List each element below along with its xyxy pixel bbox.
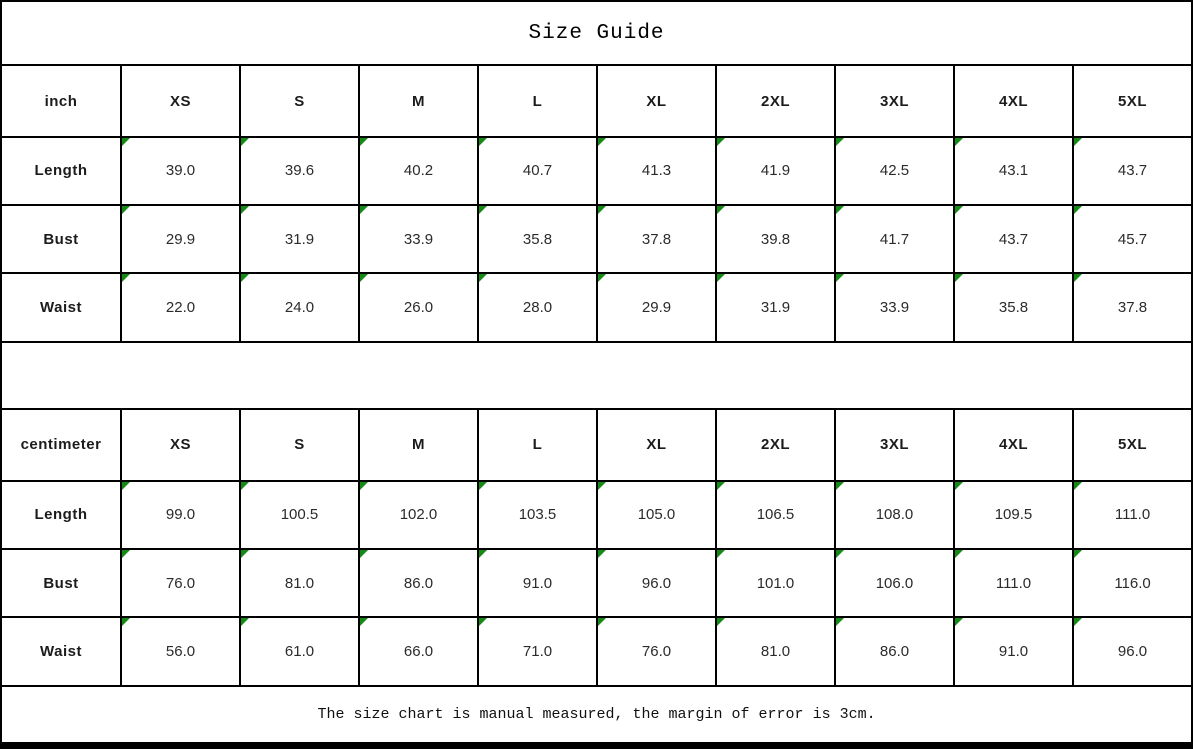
size-value: 86.0: [879, 642, 910, 660]
green-triangle-icon: [598, 618, 606, 626]
green-triangle-icon: [598, 274, 606, 282]
row-label-waist: Waist: [1, 273, 121, 341]
row-label-length: Length: [1, 137, 121, 205]
green-triangle-icon: [479, 482, 487, 490]
size-header-3xl: 3XL: [835, 65, 954, 136]
size-value: 29.9: [641, 299, 672, 317]
size-value-cell: [121, 273, 240, 341]
size-value: 109.5: [994, 506, 1033, 524]
size-value: 28.0: [522, 299, 553, 317]
size-header-l: L: [478, 65, 597, 136]
size-value-cell: [597, 137, 716, 205]
size-value-cell: [1073, 273, 1192, 341]
size-value: 100.5: [280, 506, 319, 524]
size-header-l: L: [478, 409, 597, 480]
size-value: 37.8: [1117, 299, 1148, 317]
cm-length-row: [1, 481, 1192, 549]
green-triangle-icon: [955, 618, 963, 626]
green-triangle-icon: [598, 206, 606, 214]
size-value-cell: [240, 137, 359, 205]
green-triangle-icon: [122, 482, 130, 490]
size-value: 24.0: [284, 299, 315, 317]
green-triangle-icon: [836, 482, 844, 490]
size-value-cell: [478, 617, 597, 685]
size-value: 37.8: [641, 230, 672, 248]
green-triangle-icon: [717, 274, 725, 282]
size-header-m: M: [359, 409, 478, 480]
green-triangle-icon: [1074, 618, 1082, 626]
green-triangle-icon: [1074, 274, 1082, 282]
green-triangle-icon: [955, 274, 963, 282]
size-value-cell: [478, 481, 597, 549]
size-value-cell: [478, 205, 597, 273]
size-value: 99.0: [165, 506, 196, 524]
inch-length-row: [1, 137, 1192, 205]
size-value: 76.0: [165, 574, 196, 592]
spacer-cell: [1, 342, 1192, 409]
green-triangle-icon: [717, 206, 725, 214]
size-header-s: S: [240, 409, 359, 480]
green-triangle-icon: [122, 274, 130, 282]
green-triangle-icon: [717, 618, 725, 626]
size-value: 116.0: [1114, 574, 1151, 592]
size-value-cell: [954, 481, 1073, 549]
size-value-cell: [954, 617, 1073, 685]
size-value-cell: [240, 549, 359, 617]
green-triangle-icon: [479, 206, 487, 214]
size-value: 31.9: [760, 299, 791, 317]
green-triangle-icon: [955, 550, 963, 558]
size-value-cell: [240, 481, 359, 549]
green-triangle-icon: [360, 138, 368, 146]
green-triangle-icon: [360, 482, 368, 490]
size-value-cell: [359, 137, 478, 205]
size-value-cell: [359, 617, 478, 685]
green-triangle-icon: [241, 618, 249, 626]
green-triangle-icon: [1074, 138, 1082, 146]
size-value-cell: [240, 617, 359, 685]
size-value: 42.5: [879, 162, 910, 180]
size-value: 106.0: [875, 574, 914, 592]
size-value: 40.2: [403, 162, 434, 180]
green-triangle-icon: [836, 206, 844, 214]
size-value-cell: [954, 205, 1073, 273]
size-value-cell: [835, 273, 954, 341]
size-header-xl: XL: [597, 409, 716, 480]
green-triangle-icon: [122, 550, 130, 558]
green-triangle-icon: [717, 482, 725, 490]
size-value-cell: [597, 481, 716, 549]
size-header-4xl: 4XL: [954, 409, 1073, 480]
size-value-cell: [1073, 205, 1192, 273]
size-value-cell: [716, 481, 835, 549]
unit-label-centimeter: centimeter: [1, 409, 121, 480]
size-value: 105.0: [637, 506, 676, 524]
size-value-cell: [240, 273, 359, 341]
size-value: 76.0: [641, 642, 672, 660]
size-value-cell: [716, 137, 835, 205]
size-value: 91.0: [998, 642, 1029, 660]
size-value-cell: [835, 205, 954, 273]
size-value-cell: [240, 205, 359, 273]
size-value-cell: [597, 617, 716, 685]
size-value: 33.9: [879, 299, 910, 317]
size-header-s: S: [240, 65, 359, 136]
size-value: 41.3: [641, 162, 672, 180]
size-value-cell: [597, 205, 716, 273]
size-value-cell: [954, 549, 1073, 617]
size-value-cell: [359, 549, 478, 617]
size-value: 56.0: [165, 642, 196, 660]
size-header-2xl: 2XL: [716, 65, 835, 136]
size-value: 26.0: [403, 299, 434, 317]
size-value-cell: [954, 273, 1073, 341]
size-value-cell: [478, 137, 597, 205]
green-triangle-icon: [955, 206, 963, 214]
size-value: 45.7: [1117, 230, 1148, 248]
green-triangle-icon: [360, 618, 368, 626]
size-value: 111.0: [1114, 506, 1151, 524]
size-header-4xl: 4XL: [954, 65, 1073, 136]
size-value: 39.0: [165, 162, 196, 180]
size-value-cell: [478, 273, 597, 341]
size-value: 81.0: [760, 642, 791, 660]
green-triangle-icon: [1074, 206, 1082, 214]
footer-row: [1, 686, 1192, 746]
page-title: Size Guide: [1, 1, 1192, 65]
row-label-waist: Waist: [1, 617, 121, 685]
green-triangle-icon: [836, 550, 844, 558]
size-value-cell: [121, 549, 240, 617]
size-value-cell: [716, 205, 835, 273]
size-value-cell: [835, 617, 954, 685]
size-value: 86.0: [403, 574, 434, 592]
size-value-cell: [597, 549, 716, 617]
size-value-cell: [121, 205, 240, 273]
green-triangle-icon: [1074, 550, 1082, 558]
size-value-cell: [716, 273, 835, 341]
green-triangle-icon: [122, 138, 130, 146]
size-header-xs: XS: [121, 409, 240, 480]
inch-waist-row: [1, 273, 1192, 341]
size-value: 35.8: [998, 299, 1029, 317]
size-value-cell: [835, 481, 954, 549]
size-value-cell: [716, 549, 835, 617]
size-value-cell: [121, 481, 240, 549]
size-value: 111.0: [995, 574, 1032, 592]
green-triangle-icon: [360, 274, 368, 282]
size-value-cell: [1073, 481, 1192, 549]
size-value: 22.0: [165, 299, 196, 317]
size-header-5xl: 5XL: [1073, 65, 1192, 136]
green-triangle-icon: [241, 482, 249, 490]
size-value: 39.6: [284, 162, 315, 180]
green-triangle-icon: [241, 274, 249, 282]
green-triangle-icon: [479, 618, 487, 626]
size-value: 29.9: [165, 230, 196, 248]
green-triangle-icon: [598, 138, 606, 146]
green-triangle-icon: [836, 138, 844, 146]
size-value: 40.7: [522, 162, 553, 180]
size-value: 81.0: [284, 574, 315, 592]
title-row: [1, 1, 1192, 65]
size-value: 101.0: [756, 574, 795, 592]
size-value-cell: [835, 137, 954, 205]
size-value-cell: [1073, 137, 1192, 205]
size-value-cell: [121, 617, 240, 685]
size-value-cell: [359, 273, 478, 341]
green-triangle-icon: [360, 206, 368, 214]
green-triangle-icon: [836, 618, 844, 626]
row-label-length: Length: [1, 481, 121, 549]
green-triangle-icon: [717, 138, 725, 146]
size-value-cell: [1073, 617, 1192, 685]
size-value: 39.8: [760, 230, 791, 248]
size-value: 43.1: [998, 162, 1029, 180]
size-value: 96.0: [641, 574, 672, 592]
green-triangle-icon: [241, 206, 249, 214]
size-value: 66.0: [403, 642, 434, 660]
green-triangle-icon: [836, 274, 844, 282]
size-value: 108.0: [875, 506, 914, 524]
green-triangle-icon: [360, 550, 368, 558]
green-triangle-icon: [241, 138, 249, 146]
size-value-cell: [1073, 549, 1192, 617]
size-value: 91.0: [522, 574, 553, 592]
green-triangle-icon: [122, 618, 130, 626]
size-value: 35.8: [522, 230, 553, 248]
size-value: 106.5: [756, 506, 795, 524]
spacer-row: [1, 342, 1192, 409]
size-value-cell: [954, 137, 1073, 205]
green-triangle-icon: [598, 482, 606, 490]
size-header-5xl: 5XL: [1073, 409, 1192, 480]
size-value: 96.0: [1117, 642, 1148, 660]
inch-header-row: [1, 65, 1192, 136]
size-value: 31.9: [284, 230, 315, 248]
size-value: 41.7: [879, 230, 910, 248]
green-triangle-icon: [122, 206, 130, 214]
green-triangle-icon: [717, 550, 725, 558]
size-value: 43.7: [1117, 162, 1148, 180]
size-value: 43.7: [998, 230, 1029, 248]
size-header-m: M: [359, 65, 478, 136]
green-triangle-icon: [479, 274, 487, 282]
size-value: 41.9: [760, 162, 791, 180]
size-value: 102.0: [399, 506, 438, 524]
green-triangle-icon: [479, 138, 487, 146]
size-value: 71.0: [522, 642, 553, 660]
cm-bust-row: [1, 549, 1192, 617]
size-value: 103.5: [518, 506, 557, 524]
green-triangle-icon: [955, 138, 963, 146]
green-triangle-icon: [598, 550, 606, 558]
size-value-cell: [478, 549, 597, 617]
green-triangle-icon: [479, 550, 487, 558]
size-value: 61.0: [284, 642, 315, 660]
row-label-bust: Bust: [1, 549, 121, 617]
size-value-cell: [835, 549, 954, 617]
size-value: 33.9: [403, 230, 434, 248]
row-label-bust: Bust: [1, 205, 121, 273]
size-value-cell: [597, 273, 716, 341]
cm-waist-row: [1, 617, 1192, 685]
size-header-2xl: 2XL: [716, 409, 835, 480]
unit-label-inch: inch: [1, 65, 121, 136]
green-triangle-icon: [955, 482, 963, 490]
green-triangle-icon: [241, 550, 249, 558]
size-header-xs: XS: [121, 65, 240, 136]
size-value-cell: [359, 481, 478, 549]
size-value-cell: [716, 617, 835, 685]
size-value-cell: [359, 205, 478, 273]
inch-bust-row: [1, 205, 1192, 273]
size-value-cell: [121, 137, 240, 205]
footer-note: The size chart is manual measured, the margin of error is 3cm.: [1, 686, 1192, 746]
size-header-3xl: 3XL: [835, 409, 954, 480]
green-triangle-icon: [1074, 482, 1082, 490]
cm-header-row: [1, 409, 1192, 480]
size-header-xl: XL: [597, 65, 716, 136]
